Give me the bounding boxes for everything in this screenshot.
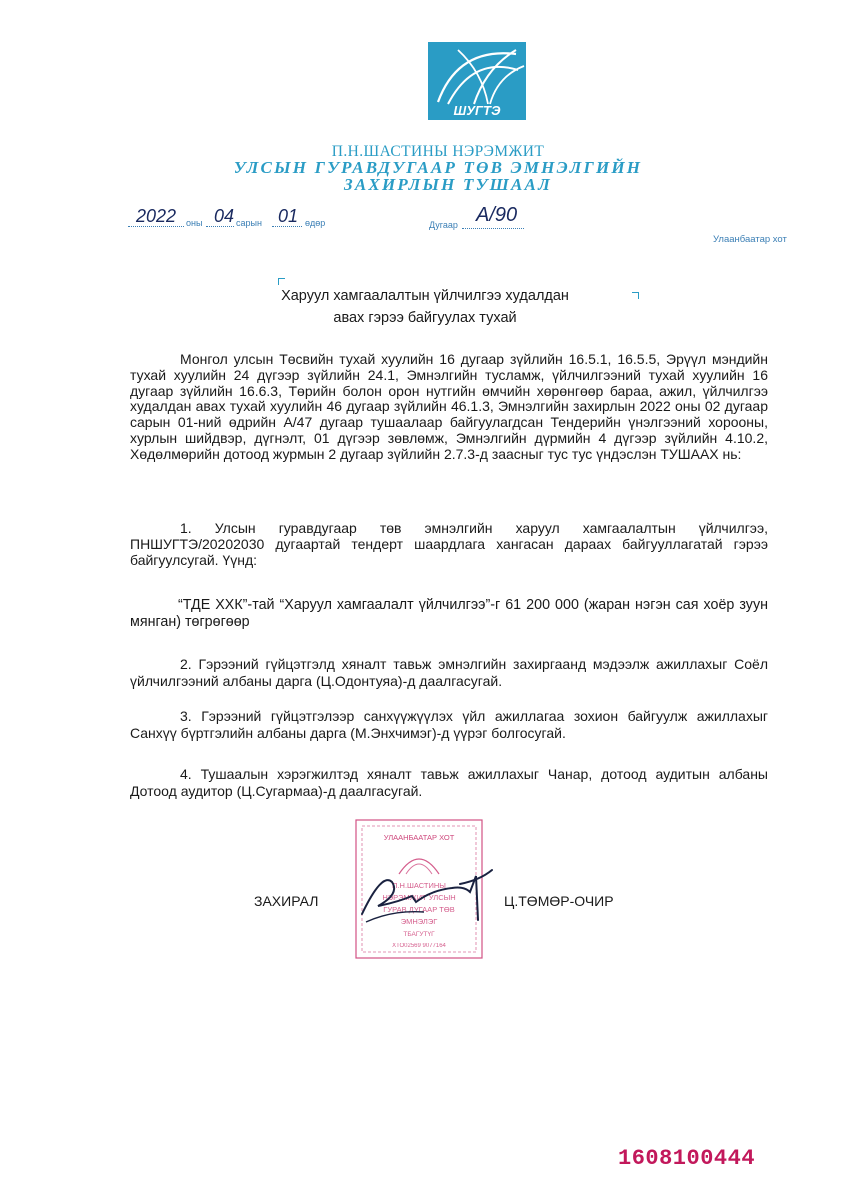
stamp-line-2: НЭРЭМЖИТ УЛСЫН [382, 893, 456, 902]
stamp-line-1: П.Н.ШАСТИНЫ [392, 881, 446, 890]
body-paragraph-4: 4. Тушаалын хэрэгжилтэд хяналт тавьж ажиллахыг Чанар, дотоод аудитын албаны Дотоод аудитор (Ц.Сугармаа)-д даалгасугай. [130, 766, 768, 799]
date-day-label: өдөр [305, 218, 326, 228]
stamp-top-text: УЛААНБААТАР ХОТ [383, 833, 455, 842]
number-label: Дугаар [429, 220, 458, 230]
city-label: Улаанбаатар хот [713, 234, 787, 245]
date-day: 01 [278, 206, 299, 226]
body-paragraph-1: 1. Улсын гуравдугаар төв эмнэлгийн харуул хамгаалалтын үйлчилгээ, ПНШУГТЭ/20202030 дугаартай тендерт шаардлага хангасан дараах байгууллагатай гэрээ байгуулсугай. Үүнд: [130, 520, 768, 568]
logo-text: ШУГТЭ [453, 103, 501, 118]
body-paragraph-2: 2. Гэрээний гүйцэтгэлд хяналт тавьж эмнэлгийн захиргаанд мэдээлж ажиллахыг Соёл үйлчилгээний албаны дарга (Ц.Одонтуяа)-д даалгасугай. [130, 656, 768, 689]
document-number: А/90 [476, 204, 518, 226]
stamp-line-6: ХТО02569 9077164 [392, 943, 446, 949]
body-paragraph-3: 3. Гэрээний гүйцэтгэлээр санхүүжүүлэх үйл ажиллагаа зохион байгуулж ажиллахыг Санхүү бүртгэлийн албаны дарга (М.Энхчимэг)-д үүрэг болгосугай. [130, 708, 768, 741]
body-paragraph-contract: “ТДЕ ХХК”-тай “Харуул хамгаалалт үйлчилгээ”-г 61 200 000 (жаран нэгэн сая хоёр зуун мянган) төгрөгөөр [130, 597, 768, 630]
date-month-label: сарын [236, 218, 262, 228]
title-corner-mark [278, 278, 285, 285]
date-year-label: оны [186, 218, 203, 228]
header-line-1: П.Н.ШАСТИНЫ НЭРЭМЖИТ [331, 143, 545, 160]
date-month: 04 [214, 206, 235, 226]
body-paragraph-preamble: Монгол улсын Төсвийн тухай хуулийн 16 дугаар зүйлийн 16.5.1, 16.5.5, Эрүүл мэндийн тухай хуулийн 24 дүгээр зүйлийн 24.1, Эмнэлгийн тусламж, үйлчилгээний тухай хуулийн 16 дугаар зүйлийн 16.6.3, Төрийн болон орон нутгийн өмчийн хөрөнгөөр бараа, ажил, үйлчилгээ худалдан авах тухай хуулийн 46 дугаар зүйлийн 46.1.3, Эмнэлгийн захирлын 2022 оны 02 дугаар сарын 01-ний өдрийн А/47 дугаар тушаалаар байгуулагдсан Тендерийн үнэлгээний хорооны, хурлын шийдвэр, дүгнэлт, 01 дүгээр зөвлөмж, Эмнэлгийн дүрмийн 4 дүгээр зүйлийн 4.10.2, Хөдөлмөрийн дотоод журмын 2 дугаар зүйлийн 2.7.3-д заасныг тус тус үндэслэн ТУШААХ нь: [130, 351, 768, 462]
document-title [200, 285, 650, 329]
title-line-1: Харуул хамгаалалтын үйлчилгээ худалдан [281, 288, 569, 304]
date-line [128, 204, 728, 244]
signatory-name: Ц.ТӨМӨР-ОЧИР [504, 893, 614, 909]
signatory-title: ЗАХИРАЛ [254, 893, 319, 909]
title-line-2: авах гэрээ байгуулах тухай [333, 310, 517, 326]
stamp-line-3: ГУРАВ ДУГААР ТӨВ [383, 905, 455, 914]
hospital-logo-icon [428, 42, 526, 120]
header-line-3: ЗАХИРЛЫН ТУШААЛ [344, 175, 552, 194]
handwritten-signature [352, 862, 502, 926]
document-serial-number: 1608100444 [618, 1146, 756, 1171]
date-year: 2022 [136, 206, 177, 226]
header-line-2: УЛСЫН ГУРАВДУГААР ТӨВ ЭМНЭЛГИЙН [233, 158, 643, 177]
stamp-line-5: ТБАГУТҮГ [403, 931, 435, 938]
stamp-line-4: ЭМНЭЛЭГ [400, 917, 438, 926]
